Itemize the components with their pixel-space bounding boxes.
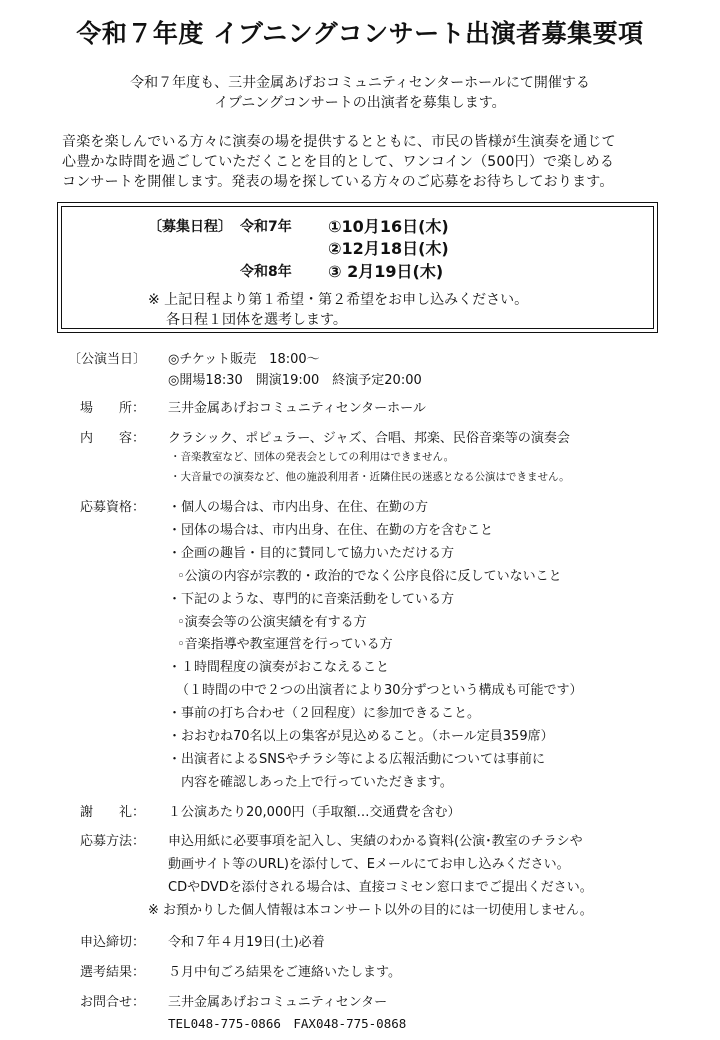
purpose-line-3: コンサートを開催します。発表の場を探している方々のご応募をお待ちしております。	[62, 174, 614, 190]
schedule-date-1: ①10月16日(木)	[328, 217, 449, 236]
qualification-line: ◦公演の内容が宗教的・政治的でなく公序良俗に反していないこと	[177, 569, 562, 584]
apply-label: 応募方法：	[80, 834, 146, 849]
content-value: クラシック、ポピュラー、ジャズ、合唱、邦楽、民俗音楽等の演奏会	[168, 431, 570, 446]
apply-privacy-note: ※ お預かりした個人情報は本コンサート以外の目的には一切使用しません。	[148, 903, 593, 918]
intro-line-2: イブニングコンサートの出演者を募集します。	[214, 95, 506, 111]
qualification-line: ◦音楽指導や教室運営を行っている方	[177, 637, 393, 652]
qualification-line: ◦演奏会等の公演実績を有する方	[177, 615, 367, 630]
deadline-value: 令和７年４月19日(土)必着	[168, 935, 325, 950]
contact-phone: TEL048-775-0866 FAX048-775-0868	[168, 1016, 407, 1031]
content-note-2: ・大音量での演奏など、他の施設利用者・近隣住民の迷惑となる公演はできません。	[170, 471, 570, 483]
apply-line-2: 動画サイト等のURL)を添付して、Eメールにてお申し込みください。	[168, 857, 570, 872]
qualification-line: ・企画の趣旨・目的に賛同して協力いただける方	[168, 546, 455, 561]
venue-label: 場 所：	[80, 401, 146, 416]
qualification-line: ・個人の場合は、市内出身、在住、在勤の方	[168, 500, 429, 515]
schedule-date-3: ③ 2月19日(木)	[328, 262, 444, 281]
deadline-label: 申込締切：	[80, 935, 146, 950]
fee-label: 謝 礼：	[80, 805, 146, 820]
apply-line-3: CDやDVDを添付される場合は、直接コミセン窓口までご提出ください。	[168, 880, 593, 895]
qualification-line: ・下記のような、専門的に音楽活動をしている方	[168, 592, 455, 607]
page-title: 令和７年度 イブニングコンサート出演者募集要項	[76, 19, 644, 48]
schedule-year-2: 令和8年	[240, 264, 292, 280]
day-label: 〔公演当日〕	[68, 352, 147, 367]
contact-name: 三井金属あげおコミュニティセンター	[168, 995, 388, 1010]
schedule-note-1: ※ 上記日程より第１希望・第２希望をお申し込みください。	[148, 292, 529, 308]
schedule-year-1: 令和7年	[240, 219, 292, 235]
purpose-line-1: 音楽を楽しんでいる方々に演奏の場を提供するとともに、市民の皆様が生演奏を通じて	[62, 134, 616, 150]
schedule-date-2: ②12月18日(木)	[328, 239, 449, 258]
intro-line-1: 令和７年度も、三井金属あげおコミュニティセンターホールにて開催する	[130, 75, 590, 91]
content-note-1: ・音楽教室など、団体の発表会としての利用はできません。	[170, 451, 455, 463]
day-line-2: ◎開場18:30 開演19:00 終演予定20:00	[168, 373, 422, 388]
schedule-note-2: 各日程１団体を選考します。	[166, 312, 347, 328]
content-label: 内 容：	[80, 431, 146, 446]
day-line-1: ◎チケット販売 18:00～	[168, 352, 320, 367]
qualification-line: ・団体の場合は、市内出身、在住、在勤の方を含むこと	[168, 523, 494, 538]
apply-line-1: 申込用紙に必要事項を記入し、実績のわかる資料(公演･教室のチラシや	[168, 834, 583, 849]
result-value: ５月中旬ごろ結果をご連絡いたします。	[168, 965, 401, 980]
contact-label: お問合せ：	[80, 995, 146, 1010]
qualification-line: ・出演者によるSNSやチラシ等による広報活動については事前に	[168, 752, 545, 767]
result-label: 選考結果：	[80, 965, 146, 980]
qualification-line: 内容を確認しあった上で行っていただきます。	[181, 775, 453, 790]
schedule-label: 〔募集日程〕	[148, 219, 232, 235]
fee-value: １公演あたり20,000円（手取額…交通費を含む）	[168, 805, 461, 820]
qualification-line: ・おおむね70名以上の集客が見込めること。（ホール定員359席）	[168, 729, 554, 744]
qualification-label: 応募資格：	[80, 500, 146, 515]
qualification-line: ・事前の打ち合わせ（２回程度）に参加できること。	[168, 706, 481, 721]
qualification-line: （１時間の中で２つの出演者により30分ずつという構成も可能です）	[176, 683, 583, 698]
venue-value: 三井金属あげおコミュニティセンターホール	[168, 401, 426, 416]
purpose-line-2: 心豊かな時間を過ごしていただくことを目的として、ワンコイン（500円）で楽しめる	[62, 154, 615, 170]
qualification-line: ・１時間程度の演奏がおこなえること	[168, 660, 390, 675]
